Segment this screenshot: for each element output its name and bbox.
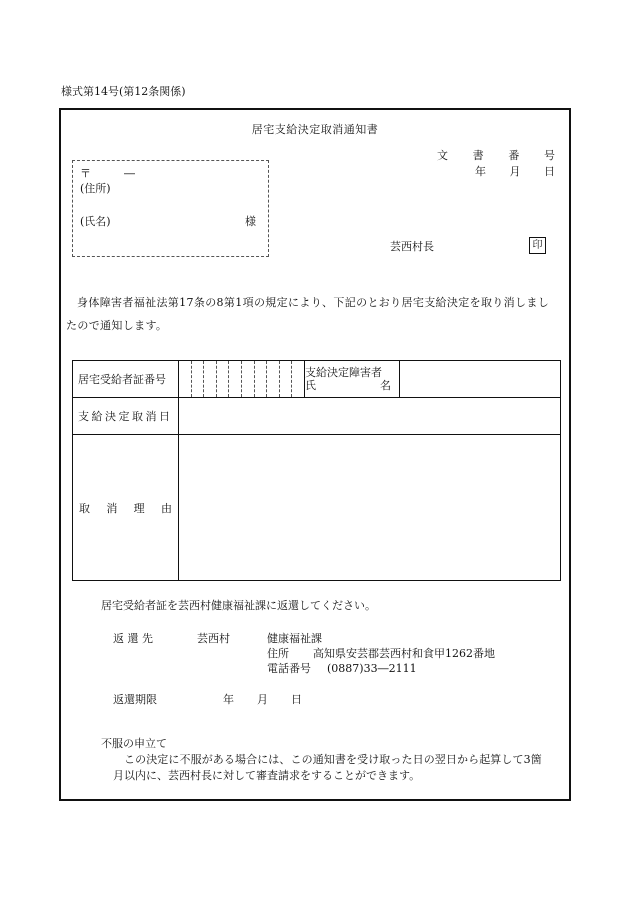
postal-dash: ― xyxy=(124,167,135,180)
name-label: (氏名) xyxy=(80,215,111,228)
doc-number-char: 号 xyxy=(543,149,555,162)
certificate-number-cells xyxy=(179,361,305,398)
name-char: 名 xyxy=(380,379,391,392)
notice-body-text: 身体障害者福祉法第17条の8第1項の規定により、下記のとおり居宅支給決定を取り消しましたので通知します。 xyxy=(66,296,550,332)
return-notice: 居宅受給者証を芸西村健康福祉課に返還してください。 xyxy=(101,599,376,612)
recipient-name-value xyxy=(400,361,561,398)
return-to-label: 返 還 先 xyxy=(113,632,153,645)
reason-char: 取 xyxy=(79,501,90,515)
info-table xyxy=(72,360,561,581)
mayor-title: 芸西村長 xyxy=(390,240,434,253)
return-address: 高知県安芸郡芸西村和食甲1262番地 xyxy=(313,647,495,660)
return-deadline-label: 返還期限 xyxy=(113,693,157,706)
appeal-text-line2: 月以内に、芸西村長に対して審査請求をすることができます。 xyxy=(113,769,421,782)
date-month: 月 xyxy=(509,165,521,178)
recipient-name-label xyxy=(305,361,400,398)
form-number-label: 様式第14号(第12条関係) xyxy=(61,85,186,98)
cancel-date-label: 支給決定取消日 xyxy=(73,398,179,435)
cancel-reason-label xyxy=(73,435,179,581)
deadline-month: 月 xyxy=(257,693,268,706)
date-year: 年 xyxy=(475,165,486,178)
table-row xyxy=(73,361,561,398)
reason-char: 由 xyxy=(160,501,172,515)
return-to-village: 芸西村 xyxy=(197,632,230,645)
reason-char: 消 xyxy=(106,501,118,515)
reason-char: 理 xyxy=(133,501,145,515)
cancel-reason-value xyxy=(179,435,561,581)
certificate-number-label: 居宅受給者証番号 xyxy=(73,361,179,398)
recipient-name-label-line1: 支給決定障害者 xyxy=(305,366,382,379)
appeal-heading: 不服の申立て xyxy=(101,737,167,750)
cancel-date-value xyxy=(179,398,561,435)
date-day: 日 xyxy=(544,165,555,178)
postal-mark: 〒 xyxy=(80,167,91,180)
name-char: 氏 xyxy=(305,379,316,392)
honorific: 様 xyxy=(245,215,256,228)
document-title: 居宅支給決定取消通知書 xyxy=(251,123,379,136)
return-address-label: 住所 xyxy=(267,647,289,660)
document-number xyxy=(437,150,555,161)
deadline-day: 日 xyxy=(291,693,302,706)
return-phone: (0887)33―2111 xyxy=(327,662,417,675)
address-label: (住所) xyxy=(80,182,111,195)
return-phone-label: 電話番号 xyxy=(267,662,311,675)
table-row xyxy=(73,435,561,581)
doc-number-char: 文 xyxy=(437,149,448,162)
doc-number-char: 番 xyxy=(508,149,520,162)
document-date xyxy=(475,166,555,177)
deadline-year: 年 xyxy=(223,693,234,706)
doc-number-char: 書 xyxy=(472,149,484,162)
recipient-address-box xyxy=(72,160,269,257)
return-to-dept: 健康福祉課 xyxy=(267,632,322,645)
table-row xyxy=(73,398,561,435)
appeal-text-line1: この決定に不服がある場合には、この通知書を受け取った日の翌日から起算して3箇 xyxy=(124,753,542,766)
seal-stamp: 印 xyxy=(529,237,546,254)
